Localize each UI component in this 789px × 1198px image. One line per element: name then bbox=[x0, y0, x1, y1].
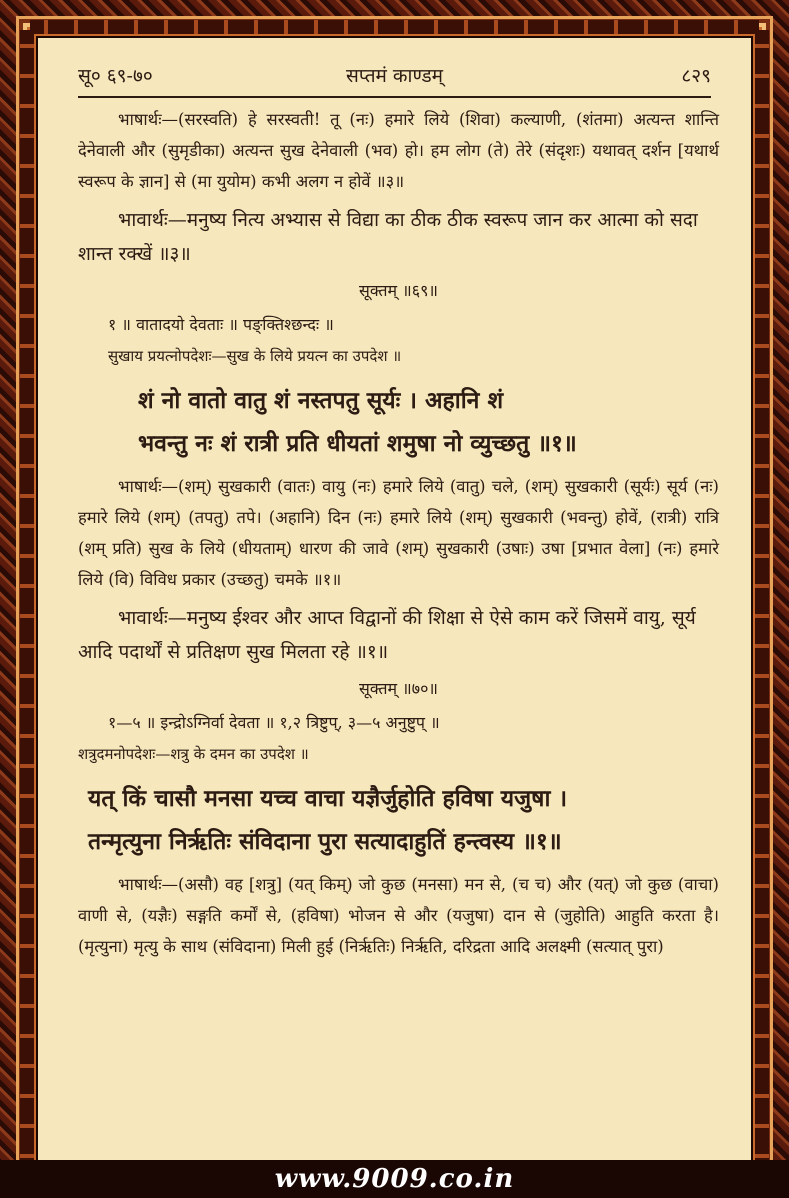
mantra-line: शं नो वातो वातु शं नस्तपतु सूर्यः । अहानि शं bbox=[138, 387, 504, 414]
bhasharth-paragraph: भाषार्थः—(शम्) सुखकारी (वातः) वायु (नः) हमारे लिये (वातु) चले, (शम्) सुखकारी (सूर्यः) सूर्य (नः) हमारे लिये (शम्) (तपतु) तपे। (अहानि) दिन (नः) हमारे लिये (शम्) सुखकारी (भवन्तु) होवें, (रात्री) रात्रि (शम् प्रति) सुख के लिये (धीयताम्) धारण की जावे (शम्) सुखकारी (उषाः) उषा [प्रभात वेला] (नः) हमारे लिये (वि) विविध प्रकार (उच्छतु) चमके ॥१॥ bbox=[78, 477, 719, 589]
page-content bbox=[78, 104, 719, 962]
mantra-line: यत् किं चासौ मनसा यच्च वाचा यज्ञैर्जुहोति हविषा यजुषा । bbox=[88, 785, 568, 812]
mantra-line: तन्मृत्युना निर्ऋतिः संविदाना पुरा सत्यादाहुतिं हन्त्वस्य ॥१॥ bbox=[88, 828, 562, 855]
kanda-title: सप्तमं काण्डम् bbox=[346, 65, 443, 87]
sukta-range: सू० ६९-७० bbox=[78, 65, 153, 87]
book-page bbox=[36, 36, 753, 1162]
bhasharth-paragraph: भाषार्थः—(असौ) वह [शत्रु] (यत् किम्) जो कुछ (मनसा) मन से, (च च) और (यत्) जो कुछ (वाचा) वाणी से, (यज्ञैः) सङ्गति कर्मों से, (हविषा) भोजन से और (यजुषा) दान से (जुहोति) आहुति करता है। (मृत्युना) मृत्यु के साथ (संविदाना) मिली हुई (निर्ऋतिः) निर्ऋति, दरिद्रता आदि अलक्ष्मी (सत्यात् पुरा) bbox=[78, 875, 719, 956]
page-number: ८२९ bbox=[681, 65, 711, 87]
bhasharth-paragraph: भाषार्थः—(सरस्वति) हे सरस्वती! तू (नः) हमारे लिये (शिवा) कल्याणी, (शंतमा) अत्यन्त शान्ति देनेवाली और (सुमृडीका) अत्यन्त सुख देनेवाली (भव) हो। हम लोग (ते) तेरे (संदृशः) यथावत् दर्शन [यथार्थ स्वरूप के ज्ञान] से (मा युयोम) कभी अलग न होवें ॥३॥ bbox=[78, 110, 719, 191]
frame-edge-top bbox=[30, 20, 759, 34]
website-footer: www.9009.co.in bbox=[0, 1160, 789, 1198]
mantra-line: भवन्तु नः शं रात्री प्रति धीयतां शमुषा नो व्युच्छतु ॥१॥ bbox=[138, 430, 577, 457]
sukta-heading: सूक्तम् ॥७०॥ bbox=[359, 679, 438, 698]
page-header bbox=[78, 62, 711, 92]
bhavarth-paragraph: भावार्थः—मनुष्य नित्य अभ्यास से विद्या का ठीक ठीक स्वरूप जान कर आत्मा को सदा शान्त रक्खें ॥३॥ bbox=[78, 209, 698, 265]
sukta-heading: सूक्तम् ॥६९॥ bbox=[359, 281, 438, 300]
header-rule bbox=[78, 96, 711, 98]
updesh-line: सुखाय प्रयत्नोपदेशः—सुख के लिये प्रयत्न का उपदेश ॥ bbox=[108, 347, 402, 365]
frame-edge-left bbox=[20, 30, 34, 1168]
bhavarth-paragraph: भावार्थः—मनुष्य ईश्वर और आप्त विद्वानों की शिक्षा से ऐसे काम करें जिसमें वायु, सूर्य आदि पदार्थों से प्रतिक्षण सुख मिलता रहे ॥१॥ bbox=[78, 607, 696, 663]
devata-line: १ ॥ वातादयो देवताः ॥ पङ्क्तिश्छन्दः ॥ bbox=[108, 315, 334, 334]
updesh-line: शत्रुदमनोपदेशः—शत्रु के दमन का उपदेश ॥ bbox=[78, 745, 309, 763]
frame-edge-right bbox=[755, 30, 769, 1168]
devata-line: १—५ ॥ इन्द्रोऽग्निर्वा देवता ॥ १,२ त्रिष्टुप्, ३—५ अनुष्टुप् ॥ bbox=[108, 713, 440, 732]
